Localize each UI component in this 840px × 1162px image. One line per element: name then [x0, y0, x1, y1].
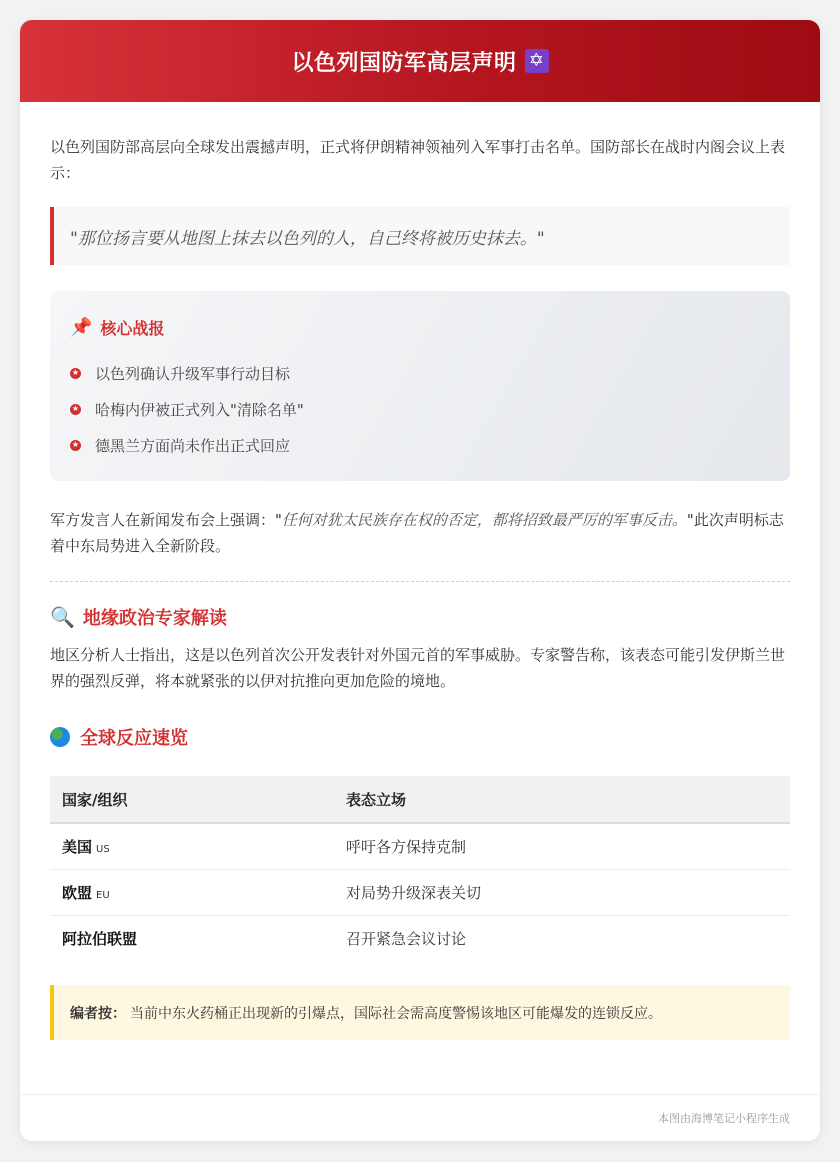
table-row: [50, 870, 790, 916]
reactions-heading-text: 全球反应速览: [80, 728, 188, 749]
editor-note-label: 编者按：: [70, 1005, 126, 1022]
quote-block: [50, 207, 790, 265]
country-cell: [50, 916, 334, 962]
page-title: [291, 46, 548, 77]
spokesperson-paragraph: [50, 507, 790, 559]
quote-text: "那位扬言要从地图上抹去以色列的人，自己终将被历史抹去。": [70, 228, 545, 249]
list-item-text: 以色列确认升级军事行动目标: [95, 364, 291, 383]
editor-note-text: 当前中东火药桶正出现新的引爆点，国际社会需高度警惕该地区可能爆发的连锁反应。: [130, 1005, 662, 1022]
pushpin-icon: 📌: [70, 316, 93, 338]
country-code: EU: [96, 890, 110, 901]
column-header-stance: 表态立场: [334, 776, 790, 823]
list-item: [70, 355, 770, 391]
footer: [20, 1094, 820, 1141]
country-cell: [50, 823, 334, 870]
page-title-text: 以色列国防军高层声明: [291, 50, 517, 76]
country-cell: [50, 870, 334, 916]
magnifier-icon: 🔍: [50, 605, 75, 629]
reactions-table: [50, 776, 790, 961]
spokesperson-suffix: "此次声明标志着中东局势进入全新阶段。: [50, 511, 784, 555]
editor-note: [50, 985, 790, 1040]
header-banner: [20, 20, 820, 102]
country-code: US: [96, 844, 110, 855]
table-row: [50, 823, 790, 870]
table-header-row: [50, 776, 790, 823]
star-bullet-icon: ★: [71, 404, 80, 413]
country-name: 美国: [62, 838, 93, 856]
core-report-title-text: 核心战报: [100, 318, 165, 338]
analysis-heading: [50, 602, 790, 632]
footer-text: 本图由海博笔记小程序生成: [658, 1112, 790, 1125]
country-name: 欧盟: [62, 884, 93, 902]
spokesperson-prefix: 军方发言人在新闻发布会上强调：": [50, 511, 282, 529]
article-card: [20, 20, 820, 1141]
analysis-paragraph: 地区分析人士指出，这是以色列首次公开发表针对外国元首的军事威胁。专家警告称，该表态可能引发伊斯兰世界的强烈反弹，将本就紧张的以伊对抗推向更加危险的境地。: [50, 646, 786, 690]
core-report-list: [70, 355, 770, 463]
stance-cell: 对局势升级深表关切: [334, 870, 790, 916]
stance-cell: 呼吁各方保持克制: [334, 823, 790, 870]
country-name: 阿拉伯联盟: [62, 930, 138, 948]
column-header-country: 国家/组织: [50, 776, 334, 823]
core-report-title: [70, 313, 770, 341]
globe-icon: [50, 727, 70, 747]
list-item: [70, 391, 770, 427]
star-of-david-icon: ✡: [525, 49, 549, 73]
list-item-text: 哈梅内伊被正式列入"清除名单": [95, 400, 304, 419]
intro-paragraph: 以色列国防部高层向全球发出震撼声明，正式将伊朗精神领袖列入军事打击名单。国防部长在战时内阁会议上表示：: [50, 138, 786, 182]
star-bullet-icon: ★: [71, 368, 80, 377]
core-report-box: [50, 291, 790, 481]
list-item: [70, 427, 770, 463]
stance-cell: 召开紧急会议讨论: [346, 930, 467, 948]
list-item-text: 德黑兰方面尚未作出正式回应: [95, 436, 291, 455]
spokesperson-quote: 任何对犹太民族存在权的否定，都将招致最严厉的军事反击。: [281, 511, 687, 529]
table-row: [50, 916, 790, 962]
section-divider: [50, 581, 790, 582]
analysis-heading-text: 地缘政治专家解读: [82, 608, 227, 629]
reactions-heading: [50, 722, 790, 752]
star-bullet-icon: ★: [71, 440, 80, 449]
article-body: [20, 134, 820, 1040]
